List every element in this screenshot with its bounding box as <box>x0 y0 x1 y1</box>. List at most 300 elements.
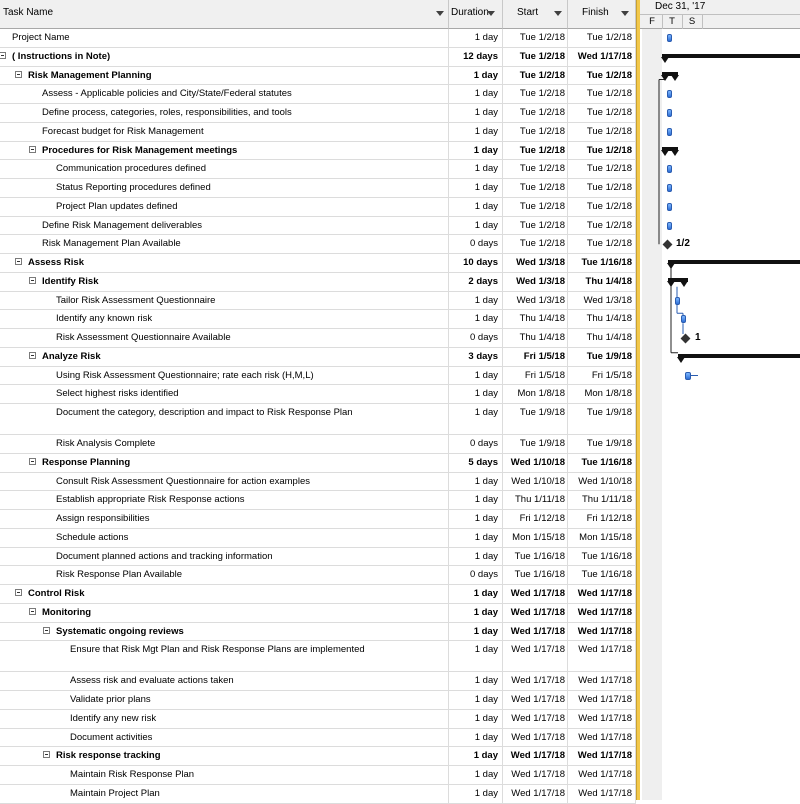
start-cell[interactable] <box>503 48 568 67</box>
duration-cell[interactable] <box>449 491 503 510</box>
finish-cell[interactable] <box>568 435 636 454</box>
finish-cell[interactable] <box>568 710 636 729</box>
finish-cell[interactable] <box>568 292 636 311</box>
finish-value: Tue 1/2/18 <box>586 238 632 250</box>
task-name-cell[interactable] <box>0 104 449 123</box>
task-name-cell[interactable] <box>0 435 449 454</box>
collapse-toggle-icon[interactable] <box>29 277 36 284</box>
task-name: Procedures for Risk Management meetings <box>42 144 238 156</box>
table-row[interactable] <box>0 217 636 236</box>
table-row[interactable] <box>0 48 636 67</box>
start-cell[interactable] <box>503 491 568 510</box>
start-cell[interactable] <box>503 254 568 273</box>
start-cell[interactable] <box>503 404 568 435</box>
finish-cell[interactable] <box>568 254 636 273</box>
duration-cell[interactable] <box>449 198 503 217</box>
finish-cell[interactable] <box>568 473 636 492</box>
task-name-cell[interactable] <box>0 292 449 311</box>
start-value: Wed 1/10/18 <box>511 475 565 487</box>
collapse-toggle-icon[interactable] <box>43 751 50 758</box>
duration-cell[interactable] <box>449 454 503 473</box>
start-value: Wed 1/17/18 <box>510 606 565 618</box>
task-name-cell[interactable] <box>0 29 449 48</box>
task-name: Project Name <box>12 32 70 43</box>
start-cell[interactable] <box>503 548 568 567</box>
duration-cell[interactable] <box>449 104 503 123</box>
start-cell[interactable] <box>503 179 568 198</box>
task-name: Consult Risk Assessment Questionnaire for action examples <box>56 475 310 487</box>
start-value: Wed 1/17/18 <box>511 769 565 780</box>
task-name-cell[interactable] <box>0 404 449 435</box>
finish-cell[interactable] <box>568 310 636 329</box>
task-name-cell[interactable] <box>0 747 449 766</box>
task-name-cell[interactable] <box>0 566 449 585</box>
finish-cell[interactable] <box>568 672 636 691</box>
chevron-down-icon[interactable] <box>487 11 495 16</box>
duration-value: 1 day <box>473 144 498 156</box>
duration-value: 1 day <box>474 731 498 743</box>
finish-value: Wed 1/17/18 <box>577 50 632 62</box>
start-cell[interactable] <box>503 672 568 691</box>
summary-bar-cap <box>671 75 679 81</box>
table-row[interactable] <box>0 604 636 623</box>
task-name-cell[interactable] <box>0 585 449 604</box>
finish-cell[interactable] <box>568 585 636 604</box>
finish-cell[interactable] <box>568 766 636 785</box>
task-name: Identify any known risk <box>56 313 153 325</box>
start-cell[interactable] <box>503 367 568 386</box>
task-name: Tailor Risk Assessment Questionnaire <box>56 294 216 306</box>
start-cell[interactable] <box>503 435 568 454</box>
finish-cell[interactable] <box>568 454 636 473</box>
finish-cell[interactable] <box>568 329 636 348</box>
start-value: Wed 1/17/18 <box>511 712 565 724</box>
task-name-cell[interactable] <box>0 785 449 804</box>
duration-cell[interactable] <box>449 29 503 48</box>
table-row[interactable] <box>0 747 636 766</box>
duration-cell[interactable] <box>449 529 503 548</box>
timescale-day: T <box>662 15 683 29</box>
start-cell[interactable] <box>503 29 568 48</box>
table-row[interactable] <box>0 292 636 311</box>
table-row[interactable] <box>0 641 636 672</box>
duration-cell[interactable] <box>449 566 503 585</box>
finish-cell[interactable] <box>568 217 636 236</box>
table-row[interactable] <box>0 123 636 142</box>
chevron-down-icon[interactable] <box>621 11 629 16</box>
finish-value: Thu 1/4/18 <box>585 275 632 287</box>
finish-cell[interactable] <box>568 510 636 529</box>
task-name: Analyze Risk <box>42 350 101 362</box>
duration-value: 1 day <box>474 200 498 212</box>
start-value: Mon 1/15/18 <box>512 531 565 543</box>
start-cell[interactable] <box>503 123 568 142</box>
finish-cell[interactable] <box>568 385 636 404</box>
task-name-cell[interactable] <box>0 548 449 567</box>
task-name-cell[interactable] <box>0 766 449 785</box>
duration-value: 1 day <box>474 513 498 524</box>
table-row[interactable] <box>0 367 636 386</box>
duration-cell[interactable] <box>449 585 503 604</box>
duration-cell[interactable] <box>449 548 503 567</box>
task-name-cell[interactable] <box>0 217 449 236</box>
finish-value: Tue 1/2/18 <box>586 125 632 137</box>
table-row[interactable] <box>0 473 636 492</box>
column-header-start[interactable] <box>503 0 568 29</box>
table-row[interactable] <box>0 672 636 691</box>
task-name-cell[interactable] <box>0 235 449 254</box>
task-name-cell[interactable] <box>0 623 449 642</box>
start-value: Tue 1/2/18 <box>519 163 565 175</box>
start-cell[interactable] <box>503 691 568 710</box>
finish-cell[interactable] <box>568 67 636 86</box>
column-label-start: Start <box>517 7 539 18</box>
duration-cell[interactable] <box>449 404 503 435</box>
task-name: ( Instructions in Note) <box>12 50 111 62</box>
collapse-toggle-icon[interactable] <box>29 608 36 615</box>
table-row[interactable] <box>0 435 636 454</box>
start-cell[interactable] <box>503 585 568 604</box>
task-bar <box>667 203 672 211</box>
finish-cell[interactable] <box>568 491 636 510</box>
duration-cell[interactable] <box>449 623 503 642</box>
duration-value: 1 day <box>474 369 498 381</box>
start-cell[interactable] <box>503 729 568 748</box>
start-value: Tue 1/2/18 <box>519 107 565 118</box>
summary-bar-cap <box>680 281 688 287</box>
task-name-cell[interactable] <box>0 691 449 710</box>
table-row[interactable] <box>0 273 636 292</box>
table-row[interactable] <box>0 404 636 435</box>
duration-cell[interactable] <box>449 123 503 142</box>
table-row[interactable] <box>0 766 636 785</box>
start-cell[interactable] <box>503 67 568 86</box>
collapse-toggle-icon[interactable] <box>15 258 22 265</box>
task-name: Ensure that Risk Mgt Plan and Risk Response Plans are implemented <box>70 644 365 656</box>
milestone-label: 1 <box>695 332 701 343</box>
table-row[interactable] <box>0 104 636 123</box>
task-name: Risk Response Plan Available <box>56 569 183 581</box>
start-value: Tue 1/2/18 <box>519 182 565 193</box>
duration-value: 1 day <box>474 182 498 193</box>
task-name-cell[interactable] <box>0 529 449 548</box>
finish-cell[interactable] <box>568 273 636 292</box>
duration-cell[interactable] <box>449 48 503 67</box>
duration-cell[interactable] <box>449 435 503 454</box>
task-name-cell[interactable] <box>0 385 449 404</box>
duration-cell[interactable] <box>449 310 503 329</box>
task-name-cell[interactable] <box>0 454 449 473</box>
table-row[interactable] <box>0 691 636 710</box>
start-cell[interactable] <box>503 454 568 473</box>
table-row[interactable] <box>0 198 636 217</box>
duration-value: 1 day <box>473 625 498 637</box>
table-row[interactable] <box>0 729 636 748</box>
table-row[interactable] <box>0 254 636 273</box>
start-cell[interactable] <box>503 623 568 642</box>
duration-value: 10 days <box>463 257 498 268</box>
table-row[interactable] <box>0 329 636 348</box>
start-cell[interactable] <box>503 329 568 348</box>
start-cell[interactable] <box>503 710 568 729</box>
duration-cell[interactable] <box>449 766 503 785</box>
chevron-down-icon[interactable] <box>554 11 562 16</box>
duration-value: 1 day <box>474 675 498 687</box>
start-cell[interactable] <box>503 235 568 254</box>
finish-cell[interactable] <box>568 160 636 179</box>
collapse-toggle-icon[interactable] <box>0 52 6 59</box>
task-name: Document the category, description and impact to Risk Response Plan <box>56 407 353 418</box>
finish-value: Wed 1/17/18 <box>578 731 632 743</box>
duration-cell[interactable] <box>449 604 503 623</box>
finish-value: Tue 1/16/18 <box>581 257 632 268</box>
start-cell[interactable] <box>503 104 568 123</box>
collapse-toggle-icon[interactable] <box>29 458 36 465</box>
table-row[interactable] <box>0 454 636 473</box>
start-value: Tue 1/2/18 <box>519 88 565 100</box>
task-name-cell[interactable] <box>0 85 449 104</box>
task-name: Status Reporting procedures defined <box>56 182 211 193</box>
start-cell[interactable] <box>503 160 568 179</box>
finish-cell[interactable] <box>568 348 636 367</box>
duration-cell[interactable] <box>449 691 503 710</box>
column-header-duration[interactable] <box>449 0 503 29</box>
finish-value: Wed 1/17/18 <box>578 787 632 799</box>
task-name-cell[interactable] <box>0 160 449 179</box>
finish-cell[interactable] <box>568 142 636 161</box>
duration-value: 1 day <box>474 107 498 118</box>
duration-value: 1 day <box>474 219 498 231</box>
task-name: Risk Analysis Complete <box>56 438 156 449</box>
task-name-cell[interactable] <box>0 142 449 161</box>
duration-cell[interactable] <box>449 142 503 161</box>
task-name: Identify Risk <box>42 275 99 287</box>
table-row[interactable] <box>0 510 636 529</box>
task-name-cell[interactable] <box>0 491 449 510</box>
finish-cell[interactable] <box>568 29 636 48</box>
task-name-cell[interactable] <box>0 473 449 492</box>
start-cell[interactable] <box>503 348 568 367</box>
collapse-toggle-icon[interactable] <box>15 71 22 78</box>
finish-value: Mon 1/15/18 <box>579 531 632 543</box>
task-name-cell[interactable] <box>0 123 449 142</box>
duration-cell[interactable] <box>449 273 503 292</box>
start-value: Tue 1/9/18 <box>519 438 565 449</box>
task-name: Monitoring <box>42 606 92 618</box>
column-header-finish[interactable] <box>568 0 636 29</box>
start-cell[interactable] <box>503 785 568 804</box>
finish-cell[interactable] <box>568 529 636 548</box>
finish-cell[interactable] <box>568 623 636 642</box>
duration-cell[interactable] <box>449 217 503 236</box>
finish-cell[interactable] <box>568 641 636 672</box>
duration-cell[interactable] <box>449 710 503 729</box>
start-value: Wed 1/17/18 <box>511 731 565 743</box>
duration-cell[interactable] <box>449 641 503 672</box>
table-row[interactable] <box>0 529 636 548</box>
finish-cell[interactable] <box>568 785 636 804</box>
finish-cell[interactable] <box>568 48 636 67</box>
finish-cell[interactable] <box>568 566 636 585</box>
start-cell[interactable] <box>503 142 568 161</box>
table-row[interactable] <box>0 585 636 604</box>
duration-value: 1 day <box>474 787 498 799</box>
start-value: Fri 1/5/18 <box>524 369 565 381</box>
duration-value: 0 days <box>470 438 498 449</box>
collapse-toggle-icon[interactable] <box>29 352 36 359</box>
duration-cell[interactable] <box>449 473 503 492</box>
task-bar <box>675 297 680 305</box>
table-row[interactable] <box>0 710 636 729</box>
duration-cell[interactable] <box>449 179 503 198</box>
task-name-cell[interactable] <box>0 672 449 691</box>
start-value: Wed 1/3/18 <box>516 294 565 306</box>
task-name-cell[interactable] <box>0 67 449 86</box>
start-cell[interactable] <box>503 292 568 311</box>
task-name-cell[interactable] <box>0 273 449 292</box>
duration-cell[interactable] <box>449 85 503 104</box>
task-name-cell[interactable] <box>0 329 449 348</box>
finish-cell[interactable] <box>568 85 636 104</box>
finish-cell[interactable] <box>568 123 636 142</box>
start-value: Wed 1/17/18 <box>511 787 565 799</box>
duration-cell[interactable] <box>449 292 503 311</box>
start-value: Wed 1/3/18 <box>516 257 565 268</box>
duration-value: 1 day <box>473 606 498 618</box>
finish-cell[interactable] <box>568 367 636 386</box>
start-cell[interactable] <box>503 217 568 236</box>
duration-value: 1 day <box>474 475 498 487</box>
chevron-down-icon[interactable] <box>436 11 444 16</box>
finish-cell[interactable] <box>568 747 636 766</box>
finish-value: Wed 1/10/18 <box>578 475 632 487</box>
task-name-cell[interactable] <box>0 710 449 729</box>
table-row[interactable] <box>0 29 636 48</box>
task-name: Risk Management Plan Available <box>42 238 181 250</box>
table-row[interactable] <box>0 785 636 804</box>
duration-cell[interactable] <box>449 254 503 273</box>
collapse-toggle-icon[interactable] <box>15 589 22 596</box>
start-cell[interactable] <box>503 529 568 548</box>
duration-cell[interactable] <box>449 729 503 748</box>
finish-cell[interactable] <box>568 548 636 567</box>
table-row[interactable] <box>0 491 636 510</box>
finish-cell[interactable] <box>568 235 636 254</box>
duration-cell[interactable] <box>449 785 503 804</box>
task-name-cell[interactable] <box>0 348 449 367</box>
task-name-cell[interactable] <box>0 254 449 273</box>
start-cell[interactable] <box>503 310 568 329</box>
collapse-toggle-icon[interactable] <box>29 146 36 153</box>
duration-value: 5 days <box>468 456 498 468</box>
finish-cell[interactable] <box>568 691 636 710</box>
duration-value: 12 days <box>463 50 498 62</box>
table-row[interactable] <box>0 623 636 642</box>
task-name: Identify any new risk <box>70 712 157 724</box>
task-name: Maintain Project Plan <box>70 787 160 799</box>
table-row[interactable] <box>0 348 636 367</box>
start-value: Tue 1/9/18 <box>519 407 565 418</box>
finish-value: Wed 1/17/18 <box>577 750 632 762</box>
table-row[interactable] <box>0 235 636 254</box>
collapse-toggle-icon[interactable] <box>43 627 50 634</box>
table-row[interactable] <box>0 85 636 104</box>
task-name-cell[interactable] <box>0 641 449 672</box>
start-cell[interactable] <box>503 473 568 492</box>
task-name-cell[interactable] <box>0 604 449 623</box>
start-value: Mon 1/8/18 <box>517 388 565 400</box>
finish-cell[interactable] <box>568 404 636 435</box>
timescale-day: F <box>642 15 663 29</box>
duration-cell[interactable] <box>449 329 503 348</box>
start-value: Tue 1/2/18 <box>519 69 565 81</box>
start-cell[interactable] <box>503 566 568 585</box>
table-row[interactable] <box>0 160 636 179</box>
task-name-cell[interactable] <box>0 367 449 386</box>
table-row[interactable] <box>0 142 636 161</box>
duration-cell[interactable] <box>449 235 503 254</box>
table-row[interactable] <box>0 310 636 329</box>
summary-bar-cap <box>677 357 685 363</box>
start-cell[interactable] <box>503 198 568 217</box>
start-cell[interactable] <box>503 85 568 104</box>
table-row[interactable] <box>0 548 636 567</box>
table-row[interactable] <box>0 566 636 585</box>
duration-cell[interactable] <box>449 67 503 86</box>
table-row[interactable] <box>0 67 636 86</box>
start-cell[interactable] <box>503 766 568 785</box>
task-name: Forecast budget for Risk Management <box>42 125 204 137</box>
start-value: Wed 1/17/18 <box>511 644 565 656</box>
start-cell[interactable] <box>503 510 568 529</box>
task-name-cell[interactable] <box>0 179 449 198</box>
start-value: Wed 1/17/18 <box>510 588 565 599</box>
gantt-chart <box>640 0 800 800</box>
finish-cell[interactable] <box>568 604 636 623</box>
duration-cell[interactable] <box>449 385 503 404</box>
duration-cell[interactable] <box>449 160 503 179</box>
task-bar <box>667 109 672 117</box>
task-name-cell[interactable] <box>0 510 449 529</box>
start-cell[interactable] <box>503 385 568 404</box>
finish-value: Tue 1/2/18 <box>586 69 632 81</box>
duration-cell[interactable] <box>449 510 503 529</box>
task-name-cell[interactable] <box>0 729 449 748</box>
finish-cell[interactable] <box>568 179 636 198</box>
finish-cell[interactable] <box>568 198 636 217</box>
task-name-cell[interactable] <box>0 48 449 67</box>
start-cell[interactable] <box>503 604 568 623</box>
start-cell[interactable] <box>503 641 568 672</box>
duration-cell[interactable] <box>449 672 503 691</box>
finish-cell[interactable] <box>568 729 636 748</box>
duration-cell[interactable] <box>449 747 503 766</box>
duration-value: 1 day <box>474 32 498 43</box>
table-row[interactable] <box>0 385 636 404</box>
task-name: Schedule actions <box>56 531 129 543</box>
finish-value: Thu 1/4/18 <box>586 332 632 343</box>
duration-cell[interactable] <box>449 367 503 386</box>
finish-cell[interactable] <box>568 104 636 123</box>
start-cell[interactable] <box>503 273 568 292</box>
table-row[interactable] <box>0 179 636 198</box>
start-cell[interactable] <box>503 747 568 766</box>
column-header-task-name[interactable] <box>0 0 449 29</box>
duration-cell[interactable] <box>449 348 503 367</box>
task-name-cell[interactable] <box>0 310 449 329</box>
task-name: Define Risk Management deliverables <box>42 219 202 231</box>
task-name-cell[interactable] <box>0 198 449 217</box>
